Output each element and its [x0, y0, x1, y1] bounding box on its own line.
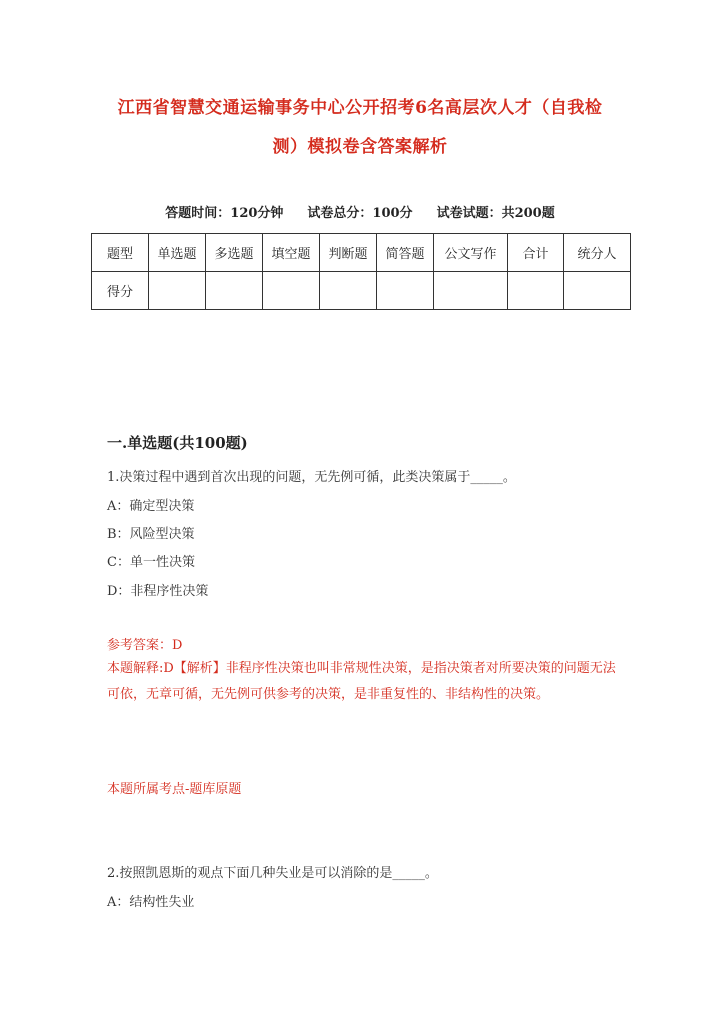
- header-cell: 简答题: [377, 234, 434, 272]
- header-cell: 题型: [92, 234, 149, 272]
- score-table-header-row: [92, 234, 631, 272]
- question-1-option-b: B：风险型决策: [107, 527, 195, 542]
- exam-time: 答题时间：120分钟: [165, 206, 284, 221]
- score-cell: [508, 272, 564, 310]
- score-table: [91, 233, 631, 310]
- question-1-option-c: C：单一性决策: [107, 555, 195, 570]
- header-cell: 填空题: [263, 234, 320, 272]
- score-cell: [320, 272, 377, 310]
- question-1-stem: 1.决策过程中遇到首次出现的问题，无先例可循，此类决策属于_____。: [107, 470, 516, 485]
- score-cell: [206, 272, 263, 310]
- score-cell: [564, 272, 631, 310]
- score-cell: [263, 272, 320, 310]
- section-title: 一.单选题(共100题): [107, 434, 248, 452]
- exam-total-score: 试卷总分：100分: [307, 206, 413, 221]
- header-cell: 合计: [508, 234, 564, 272]
- header-cell: 多选题: [206, 234, 263, 272]
- question-2-stem: 2.按照凯恩斯的观点下面几种失业是可以消除的是_____。: [107, 866, 438, 881]
- header-cell: 判断题: [320, 234, 377, 272]
- question-1-knowledge-point: 本题所属考点-题库原题: [107, 782, 242, 797]
- score-cell: [149, 272, 206, 310]
- header-cell: 公文写作: [434, 234, 508, 272]
- question-1-option-a: A：确定型决策: [107, 499, 195, 514]
- exam-question-count: 试卷试题：共200题: [436, 206, 555, 221]
- question-2-option-a: A：结构性失业: [107, 895, 195, 910]
- exam-meta: [0, 202, 720, 221]
- question-1-option-d: D：非程序性决策: [107, 584, 209, 599]
- header-cell: 单选题: [149, 234, 206, 272]
- score-row-label: 得分: [92, 272, 149, 310]
- question-1-answer: 参考答案：D: [107, 638, 183, 653]
- document-title-line-2: 测）模拟卷含答案解析: [272, 137, 448, 157]
- header-cell: 统分人: [564, 234, 631, 272]
- question-1-explanation: 本题解释:D【解析】非程序性决策也叫非常规性决策，是指决策者对所要决策的问题无法可依，无章可循，无先例可供参考的决策，是非重复性的、非结构性的决策。: [107, 661, 616, 702]
- score-table-score-row: [92, 272, 631, 310]
- score-cell: [434, 272, 508, 310]
- document-title-line-1: 江西省智慧交通运输事务中心公开招考6名高层次人才（自我检: [117, 98, 603, 118]
- score-cell: [377, 272, 434, 310]
